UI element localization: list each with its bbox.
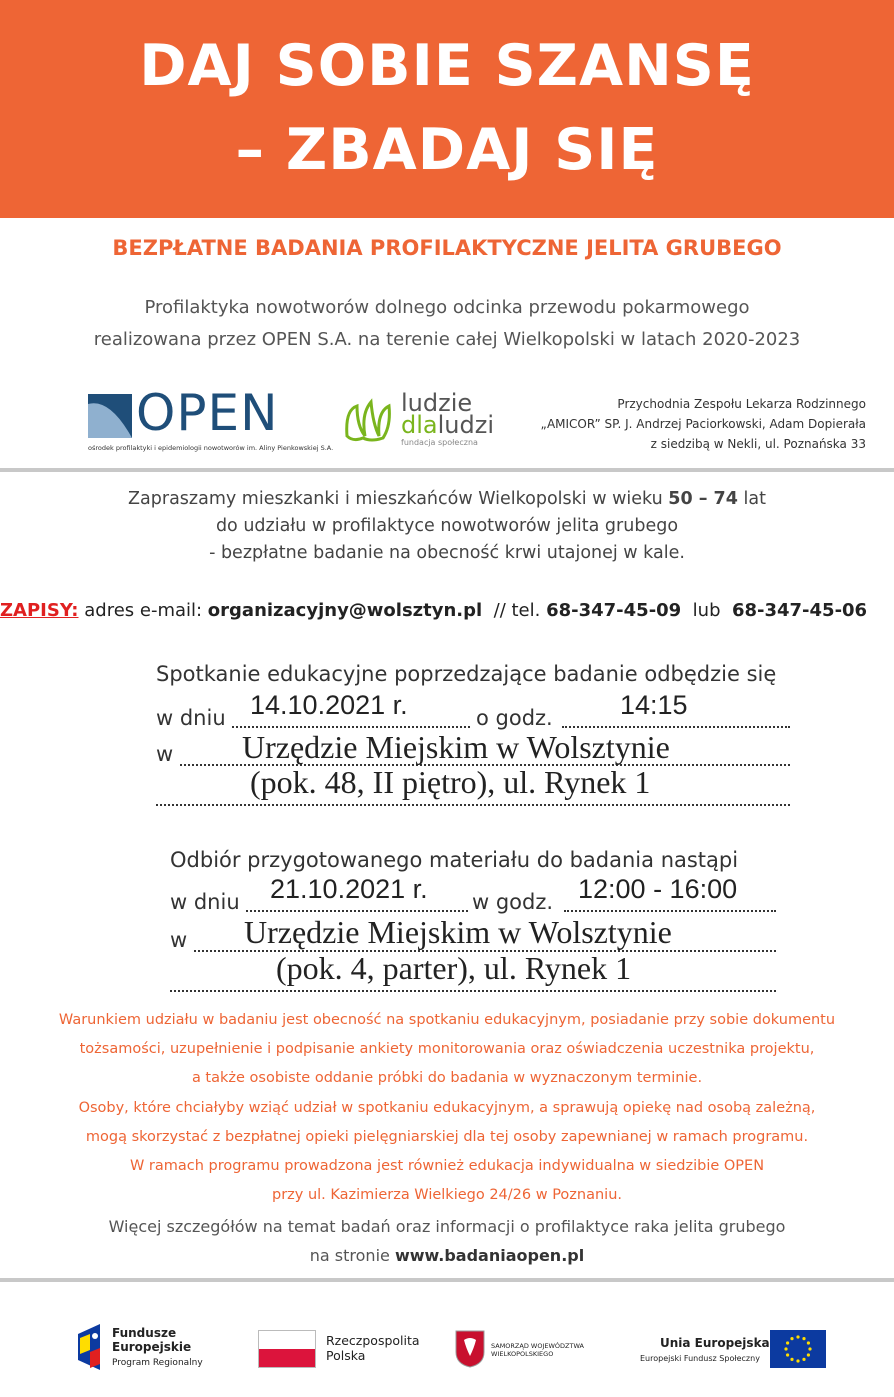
przychodnia-line1: Przychodnia Zespołu Lekarza Rodzinnego (617, 397, 866, 411)
sw-line1: SAMORZĄD WOJEWÓDZTWA (491, 1342, 584, 1350)
przychodnia-info (520, 394, 866, 454)
description-line1: Profilaktyka nowotworów dolnego odcinka przewodu pokarmowego (144, 297, 750, 318)
pickup-place-line1: Urzędzie Miejskim w Wolsztynie (244, 914, 672, 950)
ludzie-logo-line1: ludzie (401, 389, 473, 417)
zapisy-email[interactable]: organizacyjny@wolsztyn.pl (207, 600, 483, 621)
zapisy-tel-label: // tel. (482, 600, 547, 621)
more-info (0, 1212, 894, 1270)
pickup-place-line2: (pok. 4, parter), ul. Rynek 1 (276, 950, 632, 986)
rp-line1: Rzeczpospolita (326, 1333, 420, 1348)
ludzie-logo-icon (343, 396, 399, 442)
ue-line1: Unia Europejska (660, 1336, 770, 1350)
zapisy-tel1[interactable]: 68-347-45-09 (546, 600, 682, 621)
invite-text (0, 486, 894, 567)
pickup-time-label: w godz. (472, 890, 554, 914)
subheading: BEZPŁATNE BADANIA PROFILAKTYCZNE JELITA GRUBEGO (112, 236, 782, 260)
rp-line2: Polska (326, 1348, 366, 1363)
meeting-date: 14.10.2021 r. (250, 690, 408, 720)
zapisy-label: ZAPISY: (0, 600, 79, 621)
zapisy-or: lub (681, 600, 732, 621)
invite-line1-pre: Zapraszamy mieszkanki i mieszkańców Wielkopolski w wieku (128, 489, 669, 509)
more-line2 (0, 1241, 894, 1270)
website-link[interactable]: www.badaniaopen.pl (394, 1246, 585, 1265)
notes-paragraph2 (0, 1094, 894, 1152)
divider-bottom (0, 1278, 894, 1282)
open-logo-subtitle: ośrodek profilaktyki i epidemiologii nowotworów im. Aliny Pienkowskiej S.A. (88, 444, 334, 452)
invite-line2: do udziału w profilaktyce nowotworów jelita grubego (215, 516, 679, 536)
ludzie-logo-ludzi: ludzi (437, 411, 494, 439)
meeting-place-line1: Urzędzie Miejskim w Wolsztynie (242, 729, 670, 765)
notes-p3-line1: W ramach programu prowadzona jest również edukacja indywidualna w siedzibie OPEN (129, 1158, 765, 1174)
pickup-title: Odbiór przygotowanego materiału do badania nastąpi (170, 848, 739, 872)
coat-of-arms-icon (455, 1330, 485, 1368)
meeting-day-label: w dniu (156, 706, 226, 730)
fe-line1: Fundusze (112, 1326, 177, 1340)
unia-europejska-logo (640, 1330, 830, 1370)
notes-p1-line3: a także osobiste oddanie próbki do badania w wyznaczonym terminie. (191, 1070, 703, 1086)
fundusze-europejskie-logo (78, 1324, 228, 1372)
sw-line2: WIELKOPOLSKIEGO (491, 1350, 554, 1358)
przychodnia-line2: „AMICOR” SP. J. Andrzej Paciorkowski, Adam Dopierała (540, 417, 866, 431)
fe-logo-icon (78, 1324, 104, 1370)
meeting-title: Spotkanie edukacyjne poprzedzające badanie odbędzie się (156, 662, 777, 686)
ludzie-logo-sub: fundacja społeczna (401, 438, 478, 447)
notes-p2-line2: mogą skorzystać z bezpłatnej opieki pielęgniarskiej dla tej osoby zapewnianej w ramach programu. (85, 1129, 809, 1145)
notes-p3-line2: przy ul. Kazimierza Wielkiego 24/26 w Poznaniu. (271, 1187, 623, 1203)
ue-line2: Europejski Fundusz Społeczny (640, 1354, 760, 1363)
fe-line3: Program Regionalny (112, 1358, 203, 1368)
pickup-date: 21.10.2021 r. (270, 874, 428, 904)
meeting-time-label: o godz. (476, 706, 553, 730)
zapisy-line (0, 600, 867, 621)
notes-paragraph3 (0, 1152, 894, 1210)
ludzie-logo-dla: dla (401, 411, 438, 439)
more-line1: Więcej szczegółów na temat badań oraz informacji o profilaktyce raka jelita grubego (108, 1217, 786, 1236)
zapisy-tel2[interactable]: 68-347-45-06 (731, 600, 868, 621)
samorzad-wojewodztwa-logo (455, 1330, 605, 1370)
polish-flag-icon (258, 1330, 316, 1368)
przychodnia-line3: z siedzibą w Nekli, ul. Poznańska 33 (650, 437, 866, 451)
meeting-place-line2: (pok. 48, II piętro), ul. Rynek 1 (250, 764, 651, 800)
invite-line1 (0, 486, 894, 513)
notes-p1-line2: tożsamości, uzupełnienie i podpisanie ankiety monitorowania oraz oświadczenia uczestnika projektu, (79, 1041, 815, 1057)
open-logo-icon (88, 394, 132, 438)
invite-line1-post: lat (737, 489, 766, 509)
rzeczpospolita-polska-logo (258, 1330, 438, 1370)
fe-line2: Europejskie (112, 1340, 192, 1354)
pickup-day-label: w dniu (170, 890, 240, 914)
banner-title-line1: DAJ SOBIE SZANSĘ (139, 33, 755, 99)
ludzie-dla-ludzi-logo (343, 389, 503, 452)
invite-line3: - bezpłatne badanie na obecność krwi utajonej w kale. (209, 543, 685, 563)
notes-p2-line1: Osoby, które chciałyby wziąć udział w spotkaniu edukacyjnym, a sprawują opiekę nad osobą zależną, (78, 1100, 816, 1116)
description-line2: realizowana przez OPEN S.A. na terenie całej Wielkopolski w latach 2020-2023 (93, 329, 801, 350)
meeting-time: 14:15 (620, 690, 688, 720)
open-logo (88, 384, 334, 454)
invite-age: 50 – 74 (668, 489, 738, 509)
sw-text (491, 1342, 584, 1358)
notes-p1-line1: Warunkiem udziału w badaniu jest obecność na spotkaniu edukacyjnym, posiadanie przy sobie dokumentu (58, 1012, 836, 1028)
open-logo-text: OPEN (136, 384, 279, 442)
pickup-time: 12:00 - 16:00 (578, 874, 738, 904)
pickup-place-label: w (170, 928, 188, 952)
more-line2-pre: na stronie (309, 1246, 395, 1265)
notes-paragraph1 (0, 1006, 894, 1093)
zapisy-email-label: adres e-mail: (78, 600, 208, 621)
meeting-place-label: w (156, 742, 174, 766)
banner-title-line2: – ZBADAJ SIĘ (235, 117, 659, 183)
ludzie-logo-line2 (401, 411, 494, 439)
eu-flag-icon (770, 1330, 826, 1368)
divider-top (0, 468, 894, 472)
